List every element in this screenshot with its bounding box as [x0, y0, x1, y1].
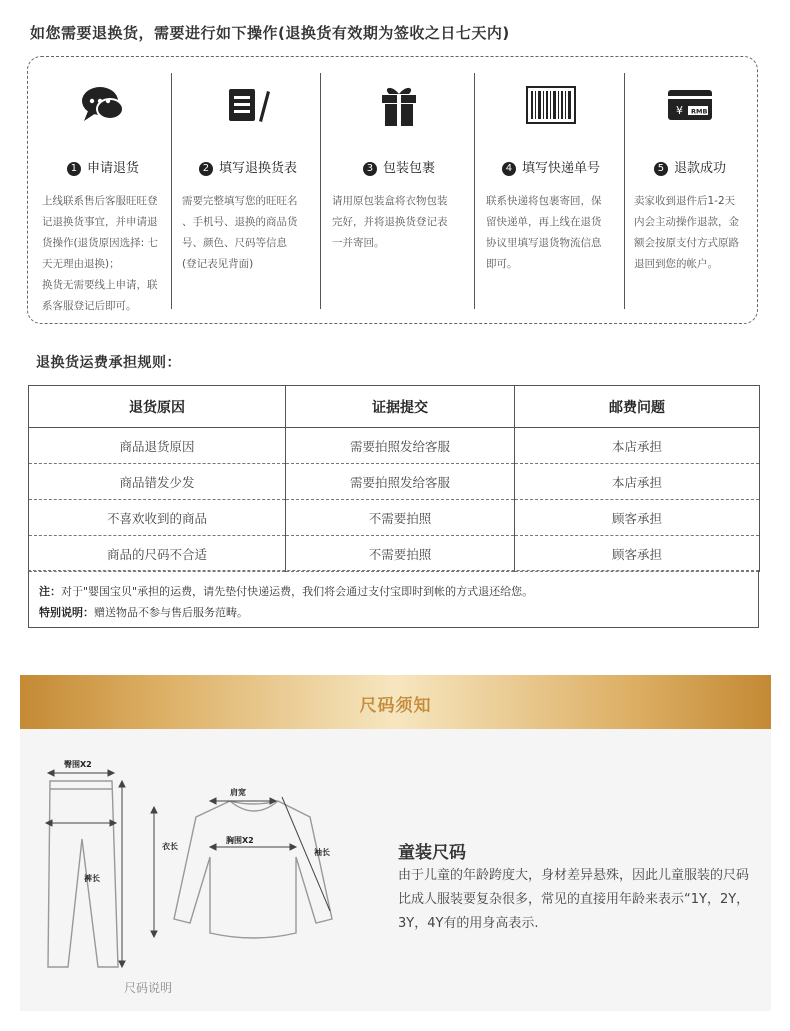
pants-length-label: 裤长: [84, 874, 100, 883]
table-cell: 不需要拍照: [286, 500, 515, 536]
table-cell: 需要拍照发给客服: [286, 428, 515, 464]
chest-label: 胸围X2: [226, 836, 254, 845]
step-tracking-number: [478, 73, 624, 309]
table-cell: 商品错发少发: [29, 464, 286, 500]
step-divider: [474, 73, 475, 309]
step-fill-form: [174, 73, 322, 309]
table-cell: 商品的尺码不合适: [29, 536, 286, 572]
gift-box-icon: [324, 77, 474, 133]
return-heading: 如您需要退换货，需要进行如下操作(退换货有效期为签收之日七天内): [30, 24, 510, 42]
kids-size-title: 童装尺码: [398, 843, 466, 863]
shipping-rules-table: [28, 385, 760, 572]
rules-note: 注：对于"婴国宝贝"承担的运费，请先垫付快递运费，我们将会通过支付宝即时到帐的方式退还给您。 特别说明：赠送物品不参与售后服务范畴。: [28, 570, 759, 628]
step-title: 2 填写退换货表: [174, 157, 322, 176]
barcode-icon: [478, 77, 624, 133]
shoulder-label: 肩宽: [230, 788, 246, 797]
step-description: 上线联系售后客服旺旺登 记退换货事宜，并申请退 货操作(退货原因选择: 七 天无理由退换)； 换货无需要线上申请，联 系客服登记后即可。: [42, 195, 158, 312]
step-title: 4 填写快递单号: [478, 157, 624, 176]
step-description: 请用原包装盒将衣物包装 完好，并将退换货登记表 一并寄回。: [332, 195, 448, 249]
column-header: 邮费问题: [515, 386, 760, 428]
column-header: 证据提交: [286, 386, 515, 428]
size-caption: 尺码说明: [124, 981, 173, 995]
step-title: 1 申请退货: [34, 157, 172, 176]
step-apply-return: [34, 73, 172, 312]
table-cell: 本店承担: [515, 464, 760, 500]
step-divider: [320, 73, 321, 309]
table-cell: 顾客承担: [515, 536, 760, 572]
step-divider: [624, 73, 625, 309]
step-description: 需要完整填写您的旺旺名 、手机号、退换的商品货 号、颜色、尺码等信息 (登记表见背面): [182, 195, 298, 270]
size-diagram: [20, 729, 380, 1011]
table-cell: 本店承担: [515, 428, 760, 464]
pants-outline: [48, 781, 118, 967]
kids-size-description: 由于儿童的年龄跨度大，身材差异悬殊，因此儿童服装的尺码比成人服装要复杂很多，常见的直接用年龄来表示“1Y，2Y，3Y，4Y有的用身高表示.: [398, 868, 750, 931]
return-steps-panel: [27, 56, 758, 324]
table-cell: 需要拍照发给客服: [286, 464, 515, 500]
table-row: [29, 428, 760, 464]
size-guide-banner: 尺码须知: [20, 675, 771, 729]
step-refund-success: [626, 73, 754, 309]
table-cell: 不需要拍照: [286, 536, 515, 572]
body-length-label: 衣长: [162, 842, 178, 851]
step-title: 5 退款成功: [626, 157, 754, 176]
table-cell: 商品退货原因: [29, 428, 286, 464]
refund-card-icon: [626, 77, 754, 133]
svg-text:RMB: RMB: [691, 107, 708, 116]
table-row: [29, 536, 760, 572]
shipping-rules-title: 退换货运费承担规则：: [36, 355, 181, 371]
sleeve-label: 袖长: [314, 848, 330, 857]
table-cell: 顾客承担: [515, 500, 760, 536]
shirt-outline: [174, 801, 332, 938]
column-header: 退货原因: [29, 386, 286, 428]
form-pen-icon: [174, 77, 322, 133]
table-header-row: [29, 386, 760, 428]
svg-text:¥: ¥: [676, 104, 683, 117]
table-cell: 不喜欢收到的商品: [29, 500, 286, 536]
table-row: [29, 464, 760, 500]
step-pack: [324, 73, 474, 309]
step-title: 3 包装包裹: [324, 157, 474, 176]
step-divider: [171, 73, 172, 309]
hip-label: 臀围X2: [64, 760, 92, 769]
step-description: 联系快递将包裹寄回，保 留快递单，再上线在退货 协议里填写退货物流信息 即可。: [486, 195, 602, 270]
chat-bubble-icon: [34, 77, 172, 133]
step-description: 卖家收到退件后1-2天 内会主动操作退款，金 额会按原支付方式原路 退回到您的帐户。: [634, 195, 739, 270]
table-row: [29, 500, 760, 536]
